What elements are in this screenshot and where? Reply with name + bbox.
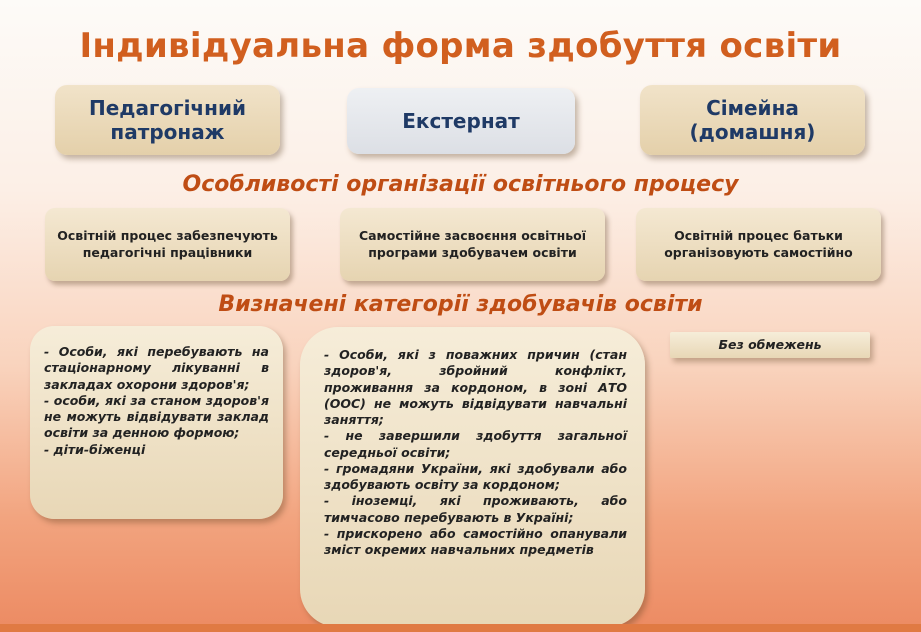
- feature-externship: Самостійне засвоєння освітньої програми здобувачем освіти: [340, 208, 605, 281]
- category-item: - громадяни України, які здобували або здобувають освіту за кордоном;: [324, 460, 627, 492]
- form-family-home: Сімейна (домашня): [640, 85, 865, 155]
- page-title: Індивідуальна форма здобуття освіти: [79, 26, 842, 66]
- categories-pedagogical: [30, 326, 283, 519]
- form-externship: Екстернат: [347, 88, 575, 154]
- categories-family: Без обмежень: [670, 332, 870, 358]
- category-item: - діти-біженці: [44, 441, 146, 457]
- bottom-accent-bar: [0, 624, 921, 632]
- form-pedagogical-patronage: Педагогічний патронаж: [55, 85, 280, 155]
- category-item: - Особи, які з поважних причин (стан здоров'я, збройний конфлікт, проживання за кордоном, в зоні АТО (ООС) не можуть відвідувати навчальні заняття;: [324, 347, 627, 427]
- features-heading: Особливості організації освітнього процесу: [182, 172, 739, 197]
- categories-heading: Визначені категорії здобувачів освіти: [218, 292, 703, 317]
- category-item: - іноземці, які проживають, або тимчасово перебувають в Україні;: [324, 493, 627, 525]
- category-item: - Особи, які перебувають на стаціонарному лікуванні в закладах охорони здоров'я;: [44, 344, 269, 392]
- category-item: - особи, які за станом здоров'я не можуть відвідувати заклад освіти за денною формою;: [44, 392, 269, 441]
- categories-externship: [300, 327, 645, 627]
- feature-pedagogical: Освітній процес забезпечують педагогічні працівники: [45, 208, 290, 281]
- feature-family: Освітній процес батьки організовують самостійно: [636, 208, 881, 281]
- category-item: - прискорено або самостійно опанували зміст окремих навчальних предметів: [324, 525, 627, 557]
- category-item: - не завершили здобуття загальної середньої освіти;: [324, 428, 627, 460]
